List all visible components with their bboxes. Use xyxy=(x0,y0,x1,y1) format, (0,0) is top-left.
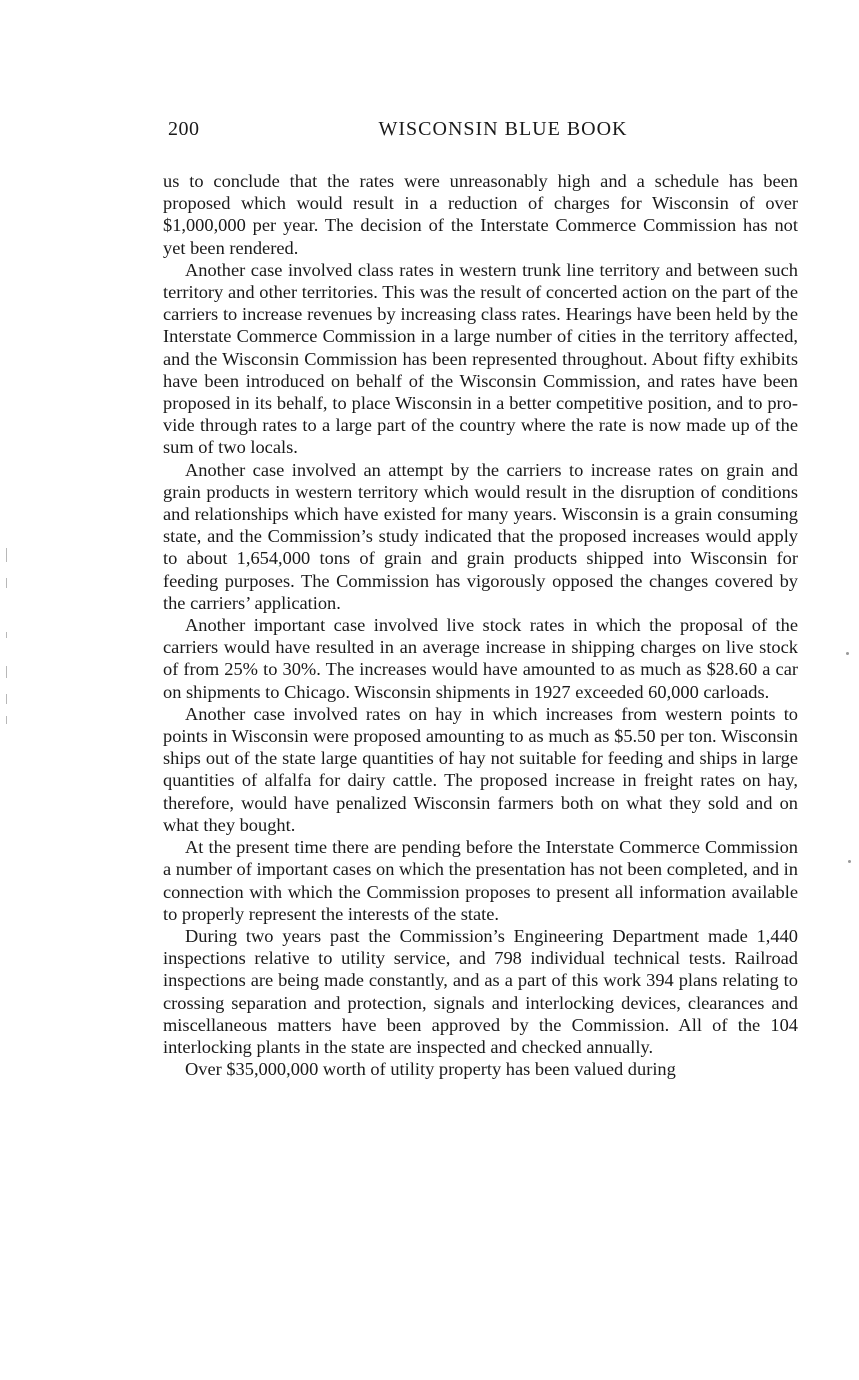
scan-speck xyxy=(846,652,849,655)
paragraph: During two years past the Commission’s Engineering Department made 1,440 inspections relative to utility service, and 798 individual technical tests. Railroad inspections are being made constantly, and as a part of this work 394 plans relating to crossing separation and protection, signals and interlocking devices, clearances and miscellaneous matters have been approved by the Commission. All of the 104 interlocking plants in the state are inspected and checked annually. xyxy=(163,925,798,1057)
paragraph: Another case involved rates on hay in which increases from western points to points in Wisconsin were proposed amounting to as much as $5.50 per ton. Wisconsin ships out of the state large quantities of hay not suitable for feeding and ships in large quantities of alfalfa for dairy cattle. The proposed increase in freight rates on hay, therefore, would have penalized Wisconsin farmers both on what they sold and on what they bought. xyxy=(163,703,798,835)
paragraph: At the present time there are pending before the Interstate Commerce Commission a number of important cases on which the presentation has not been completed, and in connection with which the Commission proposes to present all information available to properly represent the interests of the state. xyxy=(163,837,798,924)
page-header xyxy=(168,118,798,146)
margin-tick xyxy=(6,632,7,638)
running-title: WISCONSIN BLUE BOOK xyxy=(378,118,628,140)
body-text xyxy=(163,170,798,1080)
page-number: 200 xyxy=(168,118,200,140)
paragraph: Another case involved class rates in western trunk line territory and between such territory and other territories. This was the result of concerted action on the part of the carriers to increase revenues by increasing class rates. Hearings have been held by the Interstate Commerce Commission in a large number of cities in the territory affected, and the Wisconsin Commission has been represented throughout. About fifty exhibits have been introduced on behalf of the Wisconsin Commission, and rates have been proposed in its behalf, to place Wisconsin in a better competitive position, and to provide through rates to a large part of the country where the rate is now made up of the sum of two locals. xyxy=(163,259,798,458)
margin-tick xyxy=(6,716,7,724)
margin-tick xyxy=(6,694,7,704)
margin-tick xyxy=(6,548,7,562)
margin-tick xyxy=(6,578,7,588)
scan-speck xyxy=(848,860,851,863)
margin-tick xyxy=(6,666,7,678)
paragraph: Another important case involved live stock rates in which the proposal of the carriers would have resulted in an average increase in shipping charges on live stock of from 25% to 30%. The increases would have amounted to as much as $28.60 a car on shipments to Chicago. Wisconsin shipments in 1927 exceeded 60,000 carloads. xyxy=(163,615,798,702)
paragraph: Another case involved an attempt by the carriers to increase rates on grain and grain products in western territory which would result in the disruption of conditions and relationships which have existed for many years. Wisconsin is a grain consuming state, and the Commission’s study indicated that the proposed increases would apply to about 1,654,000 tons of grain and grain products shipped into Wisconsin for feeding purposes. The Commission has vigorously opposed the changes covered by the carriers’ application. xyxy=(163,459,798,613)
binding-margin-marks xyxy=(4,548,10,728)
paragraph: Over $35,000,000 worth of utility property has been valued during xyxy=(185,1059,676,1080)
paragraph: us to conclude that the rates were unreasonably high and a schedule has been proposed which would result in a reduction of charges for Wisconsin of over $1,000,000 per year. The decision of the Interstate Commerce Commission has not yet been rendered. xyxy=(163,171,798,258)
